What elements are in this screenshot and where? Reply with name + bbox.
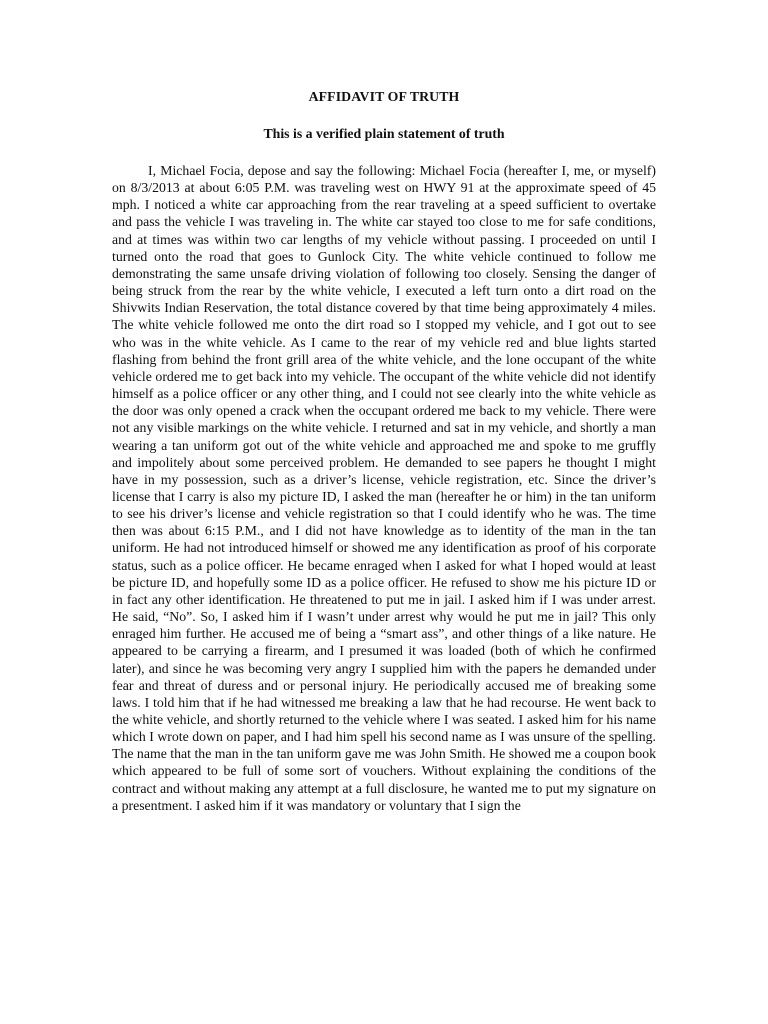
document-subtitle: This is a verified plain statement of truth bbox=[263, 126, 505, 141]
document-title: AFFIDAVIT OF TRUTH bbox=[308, 89, 460, 104]
document-page bbox=[112, 88, 656, 814]
document-body-paragraph: I, Michael Focia, depose and say the following: Michael Focia (hereafter I, me, or myself) on 8/3/2013 at about 6:05 P.M. was traveling west on HWY 91 at the approximate speed of 45 mph. I noticed a white car approaching from the rear traveling at a speed sufficient to overtake and pass the vehicle I was traveling in. The white car stayed too close to me for safe conditions, and at times was within two car lengths of my vehicle without passing. I proceeded on until I turned onto the road that goes to Gunlock City. The white vehicle continued to follow me demonstrating the same unsafe driving violation of following too closely. Sensing the danger of being struck from the rear by the white vehicle, I executed a left turn onto a dirt road on the Shivwits Indian Reservation, the total distance covered by that time being approximately 4 miles. The white vehicle followed me onto the dirt road so I stopped my vehicle, and I got out to see who was in the white vehicle. As I came to the rear of my vehicle red and blue lights started flashing from behind the front grill area of the white vehicle, and the lone occupant of the white vehicle ordered me to get back into my vehicle. The occupant of the white vehicle did not identify himself as a police officer or any other thing, and I could not see clearly into the white vehicle as the door was only opened a crack when the occupant ordered me back to my vehicle. There were not any visible markings on the white vehicle. I returned and sat in my vehicle, and shortly a man wearing a tan uniform got out of the white vehicle and approached me and spoke to me gruffly and impolitely about some perceived problem. He demanded to see papers he thought I might have in my possession, such as a driver’s license, vehicle registration, etc. Since the driver’s license that I carry is also my picture ID, I asked the man (hereafter he or him) in the tan uniform to see his driver’s license and vehicle registration so that I could identify who he was. The time then was about 6:15 P.M., and I did not have knowledge as to identity of the man in the tan uniform. He had not introduced himself or showed me any identification as proof of his corporate status, such as a police officer. He became enraged when I asked for what I hoped would at least be picture ID, and hopefully some ID as a police officer. He refused to show me his picture ID or in fact any other identification. He threatened to put me in jail. I asked him if I was under arrest. He said, “No”. So, I asked him if I wasn’t under arrest why would he put me in jail? This only enraged him further. He accused me of being a “smart ass”, and other things of a like nature. He appeared to be carrying a firearm, and I presumed it was loaded (both of which he confirmed later), and since he was becoming very angry I supplied him with the papers he demanded under fear and threat of duress and or personal injury. He periodically accused me of breaking some laws. I told him that if he had witnessed me breaking a law that he had recourse. He went back to the white vehicle, and shortly returned to the vehicle where I was seated. I asked him for his name which I wrote down on paper, and I had him spell his second name as I was unsure of the spelling. The name that the man in the tan uniform gave me was John Smith. He showed me a coupon book which appeared to be full of some sort of vouchers. Without explaining the conditions of the contract and without making any attempt at a full disclosure, he wanted me to put my signature on a presentment. I asked him if it was mandatory or voluntary that I sign the bbox=[112, 163, 656, 813]
